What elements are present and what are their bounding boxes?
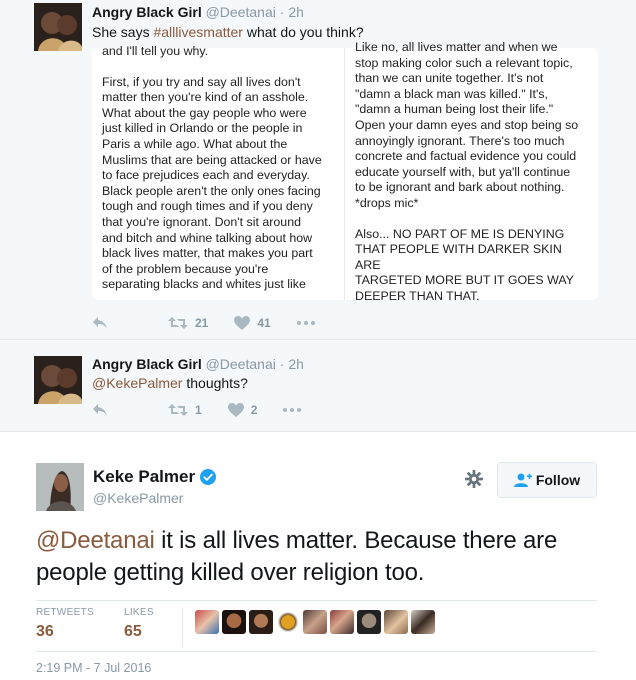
- image-paragraph: Like no, all lives matter and when we stop making color such a relevant topic, than we can unite together. It's not "damn a black man was killed." It's, "damn a human being lost their life." Open your damn eyes and stop being so annoyingly ignorant. There's too much concrete and factual evidence you could educate yourself with, but ya'll continue to be ignorant and bark about nothing. *drops mic*: [355, 40, 579, 210]
- heart-icon: [228, 403, 244, 417]
- tweet-text: She says #alllivesmatter what do you think?: [92, 24, 364, 40]
- more-icon: [297, 321, 315, 325]
- liker-avatar[interactable]: [195, 610, 219, 634]
- more-icon: [283, 408, 301, 412]
- tweet-time[interactable]: 2h: [288, 4, 304, 20]
- retweet-button[interactable]: [168, 403, 202, 417]
- attached-image[interactable]: [92, 40, 598, 303]
- main-tweet: [0, 433, 636, 680]
- verified-badge-icon: [200, 469, 216, 485]
- more-button[interactable]: [283, 408, 301, 412]
- tweet-text: @KekePalmer thoughts?: [92, 375, 248, 391]
- liker-avatar[interactable]: [222, 610, 246, 634]
- like-count: 41: [257, 316, 271, 330]
- like-button[interactable]: [234, 316, 270, 330]
- retweets-stat[interactable]: [36, 601, 94, 641]
- likes-stat[interactable]: [124, 601, 154, 641]
- likes-count: 65: [123, 623, 142, 640]
- image-paragraph: Also... NO PART OF ME IS DENYING THAT PEOPLE WITH DARKER SKIN ARE TARGETED MORE BUT IT GOES WAY DEEPER THAN THAT.: [355, 226, 574, 303]
- liker-avatar[interactable]: [330, 610, 354, 634]
- tweet-timestamp[interactable]: 2:19 PM - 7 Jul 2016: [36, 661, 152, 675]
- liker-avatar[interactable]: [384, 610, 408, 634]
- reply-tweet[interactable]: [0, 341, 636, 431]
- reply-button[interactable]: [92, 403, 108, 417]
- image-text-left: [92, 44, 345, 300]
- liker-avatars: [195, 601, 438, 634]
- author-handle[interactable]: @Deetanai: [205, 4, 276, 20]
- mention-link[interactable]: @KekePalmer: [92, 375, 183, 391]
- liker-avatar[interactable]: [303, 610, 327, 634]
- heart-icon: [234, 316, 250, 330]
- image-text-right: [345, 40, 598, 303]
- like-count: 2: [250, 403, 258, 417]
- image-paragraph: First, if you try and say all lives don't matter then you're kind of an asshole. What about the gay people who were just killed in Orlando or the people in Paris a while ago. What about the Muslims that are being attacked or have to face prejudices each and everyday. Black people aren't the only ones facing tough and rough times and if you deny that you're ignorant. Don't sit around and bitch and whine talking about how black lives matter, that makes you part of the problem because you're separating blacks and whites just like: [102, 74, 322, 292]
- retweet-count: 21: [195, 316, 209, 330]
- retweet-button[interactable]: [168, 316, 208, 330]
- avatar[interactable]: [34, 3, 82, 51]
- follow-label: Follow: [535, 472, 581, 488]
- hashtag-link[interactable]: #alllivesmatter: [153, 24, 243, 40]
- divider: [182, 607, 183, 647]
- author-handle[interactable]: @KekePalmer: [93, 490, 184, 506]
- author-handle[interactable]: @Deetanai: [205, 356, 276, 372]
- liker-avatar[interactable]: [411, 610, 435, 634]
- reply-icon: [92, 403, 108, 417]
- image-paragraph: and I'll tell you why.: [102, 44, 209, 58]
- liker-avatar[interactable]: [357, 610, 381, 634]
- retweets-label: RETWEETS: [36, 607, 94, 618]
- retweet-icon: [168, 316, 188, 330]
- author-name[interactable]: Angry Black Girl: [92, 356, 202, 372]
- tweet-stats: [36, 600, 597, 652]
- liker-avatar[interactable]: [276, 610, 300, 634]
- tweet-header: Angry Black Girl @Deetanai · 2h: [92, 4, 304, 20]
- likes-label: LIKES: [123, 607, 154, 618]
- add-user-icon: [514, 473, 532, 487]
- retweets-count: 36: [36, 623, 54, 640]
- gear-icon[interactable]: [464, 469, 484, 494]
- retweet-count: 1: [195, 403, 202, 417]
- retweet-icon: [168, 403, 188, 417]
- author-name[interactable]: Keke Palmer: [93, 467, 216, 487]
- avatar[interactable]: [34, 356, 82, 404]
- tweet-header: Angry Black Girl @Deetanai · 2h: [92, 356, 304, 372]
- tweet-actions: [92, 403, 327, 417]
- more-button[interactable]: [297, 321, 315, 325]
- liker-avatar[interactable]: [249, 610, 273, 634]
- author-name[interactable]: Angry Black Girl: [92, 4, 202, 20]
- reply-icon: [92, 316, 108, 330]
- tweet-text: @Deetanai it is all lives matter. Because there are people getting killed over religion too.: [36, 527, 558, 586]
- mention-link[interactable]: @Deetanai: [36, 527, 155, 554]
- follow-button[interactable]: [497, 462, 597, 498]
- tweet-actions: [92, 316, 341, 330]
- avatar[interactable]: [36, 463, 84, 511]
- tweet-time[interactable]: 2h: [288, 356, 304, 372]
- like-button[interactable]: [228, 403, 258, 417]
- reply-button[interactable]: [92, 316, 108, 330]
